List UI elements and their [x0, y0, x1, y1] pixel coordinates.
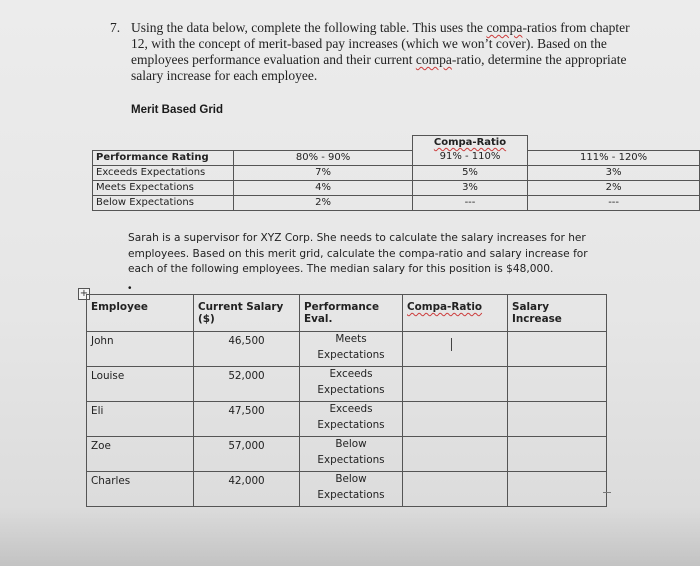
current-salary: 57,000 — [194, 437, 300, 472]
salary-increase-cell[interactable] — [508, 367, 607, 402]
merit-grid-table — [92, 135, 700, 211]
question-text — [110, 20, 630, 84]
compa-ratio-header: Compa-Ratio — [412, 136, 527, 151]
table-row — [87, 367, 607, 402]
header-employee: Employee — [87, 295, 194, 332]
table-row — [87, 332, 607, 367]
question-body: Using the data below, complete the following table. This uses the compa-ratios from chapter 12, with the concept of merit-based pay increases (which we won’t cover). Based on the employees performance evaluation and their current compa-ratio, determine the appropriate salary increase for each employee. — [131, 20, 630, 83]
question-number: 7. — [110, 20, 121, 35]
table-row — [87, 402, 607, 437]
table-edge-mark — [603, 492, 611, 493]
employee-table — [86, 294, 607, 507]
current-salary: 47,500 — [194, 402, 300, 437]
performance-eval: Exceeds Expectations — [300, 367, 403, 402]
header-compa-ratio: Compa-Ratio — [403, 295, 508, 332]
performance-eval: Below Expectations — [300, 472, 403, 507]
performance-eval: Exceeds Expectations — [300, 402, 403, 437]
table-row — [87, 437, 607, 472]
header-salary-increase: Salary Increase — [508, 295, 607, 332]
merit-row: Exceeds Expectations 7% 5% 3% — [93, 165, 700, 180]
compa-ratio-cell[interactable] — [403, 367, 508, 402]
salary-increase-cell[interactable] — [508, 402, 607, 437]
employee-name: Eli — [87, 402, 194, 437]
merit-row: Below Expectations 2% --- --- — [93, 195, 700, 210]
performance-eval: Below Expectations — [300, 437, 403, 472]
merit-row: Performance Rating 80% - 90% 91% - 110% 111% - 120% — [93, 150, 700, 165]
salary-increase-cell[interactable] — [508, 332, 607, 367]
table-move-handle-icon[interactable]: + — [79, 288, 89, 299]
salary-increase-cell[interactable] — [508, 437, 607, 472]
current-salary: 42,000 — [194, 472, 300, 507]
compa-ratio-cell[interactable] — [403, 332, 508, 367]
merit-grid-heading: Merit Based Grid — [131, 104, 224, 116]
bullet-marker: • — [128, 283, 132, 294]
text-cursor — [451, 338, 452, 351]
page-shadow — [0, 506, 700, 566]
table-row — [87, 472, 607, 507]
header-current-salary: Current Salary ($) — [194, 295, 300, 332]
compa-ratio-cell[interactable] — [403, 472, 508, 507]
merit-row: Meets Expectations 4% 3% 2% — [93, 180, 700, 195]
employee-name: Louise — [87, 367, 194, 402]
employee-name: Charles — [87, 472, 194, 507]
salary-increase-cell[interactable] — [508, 472, 607, 507]
header-performance: Performance Eval. — [300, 295, 403, 332]
scenario-paragraph: Sarah is a supervisor for XYZ Corp. She needs to calculate the salary increases for her employees. Based on this merit grid, calculate the compa-ratio and salary increase for each of the following employees. The median salary for this position is $48,000. — [128, 232, 588, 275]
employee-name: John — [87, 332, 194, 367]
current-salary: 46,500 — [194, 332, 300, 367]
compa-ratio-cell[interactable] — [403, 437, 508, 472]
current-salary: 52,000 — [194, 367, 300, 402]
compa-ratio-cell[interactable] — [403, 402, 508, 437]
performance-eval: Meets Expectations — [300, 332, 403, 367]
employee-name: Zoe — [87, 437, 194, 472]
